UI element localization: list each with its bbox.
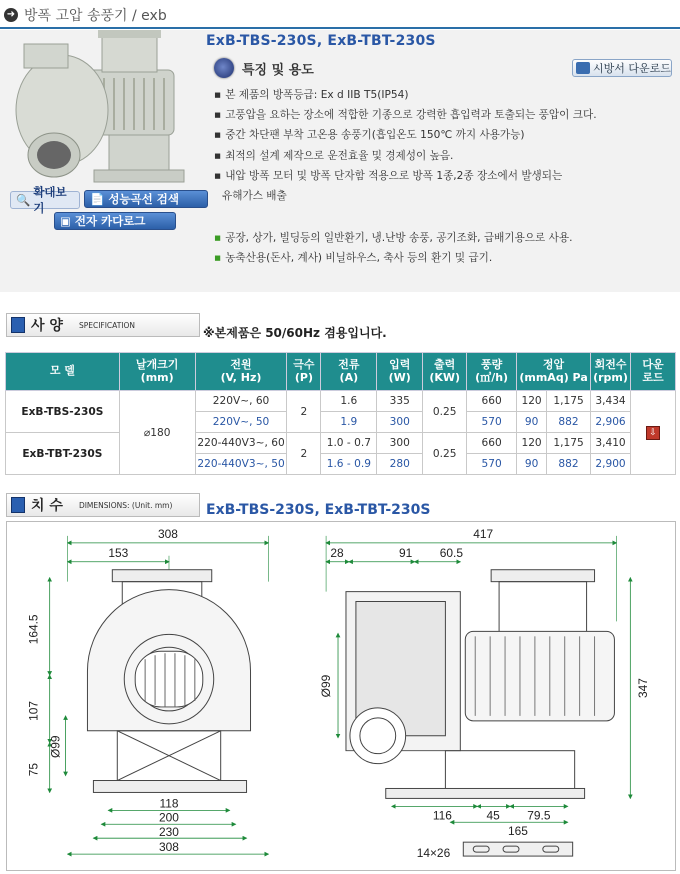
dim-label: 417 <box>473 526 494 541</box>
col-header: 출력 (KW) <box>423 353 467 391</box>
dimension-section-header <box>6 493 200 517</box>
table-header-row <box>6 353 676 391</box>
section-bar-icon <box>11 317 25 333</box>
dim-label: 118 <box>159 796 179 811</box>
dim-label: 153 <box>108 545 129 560</box>
spec-download-label: 시방서 다운로드 <box>593 62 671 75</box>
dim-label: 164.5 <box>26 614 41 645</box>
dim-label: 107 <box>26 700 41 721</box>
dim-label: 347 <box>636 678 651 698</box>
table-row: ExB-TBT-230S 220-440V3~, 60 2 1.0 - 0.7 300 0.25 660 120 1,175 3,410 <box>6 433 676 454</box>
table-row: 220V~, 50 1.9 300 570 90 882 2,906 <box>6 412 676 433</box>
feature-item-cont: 유해가스 배출 <box>222 190 287 202</box>
col-header: 회전수 (rpm) <box>591 353 631 391</box>
dim-label: 28 <box>330 545 344 560</box>
application-item: ▪ 공장, 상가, 빌딩등의 일반환기, 냉.난방 송풍, 공기조화, 급배기용으로 사용. <box>214 232 573 244</box>
table-row: ExB-TBS-230S ⌀180 220V~, 60 2 1.6 335 0.25 660 120 1,175 3,434 ⇩ <box>6 391 676 412</box>
dim-label: Ø99 <box>48 735 63 758</box>
e-catalog-button[interactable] <box>54 212 176 230</box>
dim-label: 230 <box>159 825 179 840</box>
frequency-notice: ※본제품은 50/60Hz 겸용입니다. <box>203 326 387 340</box>
spec-table <box>5 352 676 475</box>
download-icon[interactable]: ⇩ <box>646 426 660 440</box>
col-header: 전원 (V, Hz) <box>195 353 287 391</box>
col-header: 전류 (A) <box>321 353 377 391</box>
dim-label: 60.5 <box>439 545 463 560</box>
feature-item: ▪ 고풍압을 요하는 장소에 적합한 기종으로 강력한 흡입력과 토출되는 풍압이 크다. <box>214 109 597 121</box>
table-row: 220-440V3~, 50 1.6 - 0.9 280 570 90 882 2,900 <box>6 454 676 475</box>
magnifier-icon: 🔍 <box>16 193 31 207</box>
breadcrumb-text: 방폭 고압 송풍기 / exb <box>24 8 167 24</box>
bullet-disc-icon <box>214 58 234 78</box>
product-photo <box>14 30 200 190</box>
document-icon: 📄 <box>90 192 105 206</box>
col-header: 극수 (P) <box>287 353 321 391</box>
col-header: 정압 (mmAq) Pa <box>517 353 591 391</box>
spec-download-button[interactable] <box>572 59 672 77</box>
product-title: ExB-TBS-230S, ExB-TBT-230S <box>206 33 436 49</box>
dim-label: 308 <box>158 526 178 541</box>
blade-size-cell: ⌀180 <box>119 391 195 475</box>
col-header: 날개크기 (mm) <box>119 353 195 391</box>
feature-item: ▪ 중간 차단팬 부착 고온용 송풍기(흡입온도 150℃ 까지 사용가능) <box>214 129 525 141</box>
curve-label: 성능곡선 검색 <box>108 192 179 206</box>
spec-heading-en: SPECIFICATION <box>78 320 136 330</box>
feature-item: ▪ 내압 방폭 모터 및 방폭 단자함 적용으로 방폭 1종,2종 장소에서 발생되는 <box>214 170 563 182</box>
usage-heading <box>214 58 314 78</box>
application-item: ▪ 농축산용(돈사, 계사) 비닐하우스, 축사 등의 환기 및 급기. <box>214 252 493 264</box>
feature-item: ▪ 본 제품의 방폭등급: Ex d IIB T5(IP54) <box>214 89 409 101</box>
download-doc-icon <box>576 62 590 74</box>
dim-label: 45 <box>486 808 500 823</box>
dim-label: 91 <box>398 545 413 560</box>
zoom-label: 확대보기 <box>33 185 67 215</box>
usage-heading-text: 특징 및 용도 <box>242 62 314 78</box>
feature-item: ▪ 최적의 설계 제작으로 운전효율 및 경제성이 높음. <box>214 150 454 162</box>
header-divider <box>0 27 680 29</box>
section-bar-icon <box>11 497 25 513</box>
dim-label: Ø99 <box>319 674 334 698</box>
arrow-right-icon: ➜ <box>4 8 18 22</box>
dimension-heading-en: DIMENSIONS: (Unit. mm) <box>78 500 173 510</box>
model-cell: ExB-TBS-230S <box>6 391 120 433</box>
col-header: 입력 (W) <box>377 353 423 391</box>
spec-section-header <box>6 313 200 337</box>
catalog-icon: ▣ <box>60 214 71 228</box>
dimension-heading: 치 수 <box>31 498 63 514</box>
dim-label: 200 <box>159 810 179 825</box>
dim-label: 79.5 <box>527 808 551 823</box>
catalog-label: 전자 카다로그 <box>74 214 146 228</box>
performance-curve-button[interactable] <box>84 190 208 208</box>
dim-label: 14×26 <box>416 846 451 861</box>
model-cell: ExB-TBT-230S <box>6 433 120 475</box>
col-header: 다운 로드 <box>631 353 676 391</box>
dim-label: 308 <box>159 840 179 855</box>
dimension-title: ExB-TBS-230S, ExB-TBT-230S <box>206 502 431 518</box>
dim-label: 165 <box>508 824 528 839</box>
dimension-drawing <box>6 521 676 871</box>
download-cell[interactable] <box>631 391 676 475</box>
spec-heading: 사 양 <box>31 318 63 334</box>
col-header: 풍량 (㎥/h) <box>467 353 517 391</box>
dim-label: 75 <box>26 762 41 777</box>
dim-label: 116 <box>432 808 452 823</box>
breadcrumb <box>4 4 167 26</box>
col-header: 모 델 <box>6 353 120 391</box>
zoom-button[interactable] <box>10 185 80 215</box>
